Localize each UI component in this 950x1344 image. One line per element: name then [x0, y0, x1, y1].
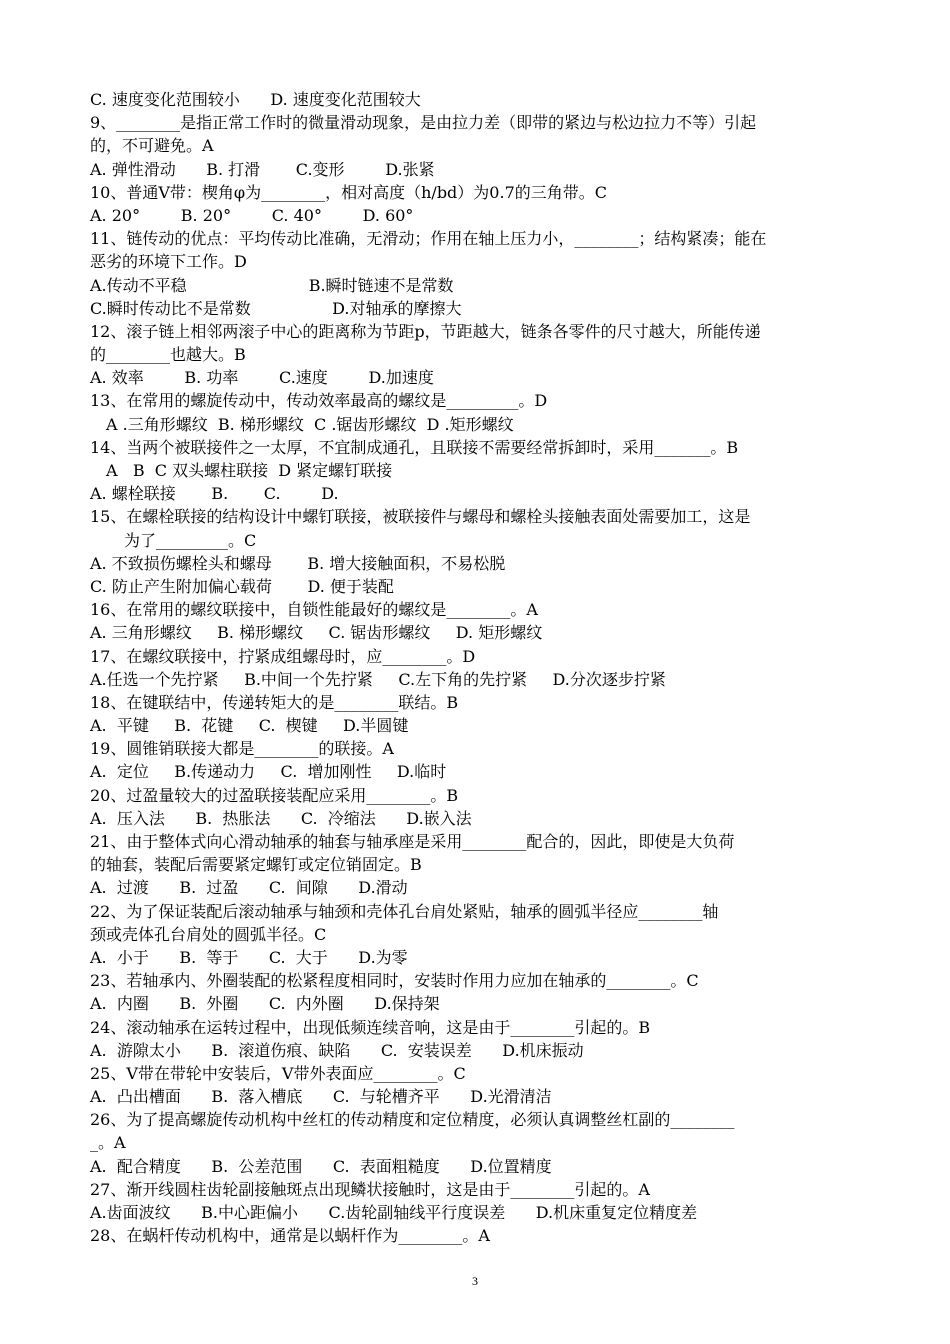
text-line: 13、在常用的螺旋传动中，传动效率最高的螺纹是_________。D — [90, 391, 548, 411]
text-line: A. 弹性滑动 B. 打滑 C.变形 D.张紧 — [90, 159, 435, 179]
text-line: C.瞬时传动比不是常数 D.对轴承的摩擦大 — [90, 298, 462, 318]
text-line: 9、________是指正常工作时的微量滑动现象，是由拉力差（即带的紧边与松边拉力不等）引起 — [90, 113, 757, 133]
text-line: 的，不可避免。A — [90, 136, 214, 156]
text-line: A. 过渡 B. 过盈 C. 间隙 D.滑动 — [90, 878, 408, 898]
text-line: 26、为了提高螺旋传动机构中丝杠的传动精度和定位精度，必须认真调整丝杠副的________ — [90, 1110, 735, 1130]
text-line: A.传动不平稳 B.瞬时链速不是常数 — [90, 275, 454, 295]
text-line: A. 不致损伤螺栓头和螺母 B. 增大接触面积，不易松脱 — [90, 553, 506, 573]
text-line: 27、渐开线圆柱齿轮副接触斑点出现鳞状接触时，这是由于________引起的。A — [90, 1179, 650, 1199]
text-line: A .三角形螺纹 B. 梯形螺纹 C .锯齿形螺纹 D .矩形螺纹 — [106, 414, 514, 434]
text-line: A. 效率 B. 功率 C.速度 D.加速度 — [90, 368, 434, 388]
text-line: 21、由于整体式向心滑动轴承的轴套与轴承座是采用________配合的，因此，即使是大负荷 — [90, 832, 735, 851]
text-line: 28、在蜗杆传动机构中，通常是以蜗杆作为________。A — [90, 1226, 490, 1246]
text-line: A. 压入法 B. 热胀法 C. 冷缩法 D.嵌入法 — [90, 808, 472, 828]
text-line: A.齿面波纹 B.中心距偏小 C.齿轮副轴线平行度误差 D.机床重复定位精度差 — [90, 1203, 698, 1222]
text-line: 恶劣的环境下工作。D — [90, 252, 247, 272]
text-line: 19、圆锥销联接大都是________的联接。A — [90, 739, 394, 759]
text-line: A. 三角形螺纹 B. 梯形螺纹 C. 锯齿形螺纹 D. 矩形螺纹 — [90, 623, 543, 643]
text-line: 14、当两个被联接件之一太厚，不宜制成通孔，且联接不需要经常拆卸时，采用_______。B — [90, 437, 739, 457]
text-line: A. 平键 B. 花键 C. 楔键 D.半圆键 — [90, 716, 409, 736]
text-line: 的________也越大。B — [90, 345, 246, 365]
text-line: 为了_________。C — [124, 530, 257, 550]
text-line: C. 防止产生附加偏心载荷 D. 便于装配 — [90, 576, 394, 596]
text-line: A. 20° B. 20° C. 40° D. 60° — [90, 205, 414, 225]
text-line: 20、过盈量较大的过盈联接装配应采用________。B — [90, 785, 459, 805]
text-line: 23、若轴承内、外圈装配的松紧程度相同时，安装时作用力应加在轴承的________。C — [90, 971, 699, 991]
text-line: A. 定位 B.传递动力 C. 增加刚性 D.临时 — [90, 762, 447, 782]
text-line: A.任选一个先拧紧 B.中间一个先拧紧 C.左下角的先拧紧 D.分次逐步拧紧 — [90, 669, 666, 689]
text-line: _。A — [90, 1133, 126, 1153]
text-line: 10、普通V带：楔角φ为________，相对高度（h/bd）为0.7的三角带。C — [90, 182, 607, 202]
text-line: A. 配合精度 B. 公差范围 C. 表面粗糙度 D.位置精度 — [90, 1156, 552, 1176]
document-body — [90, 88, 865, 1247]
text-line: 16、在常用的螺纹联接中，自锁性能最好的螺纹是________。A — [90, 600, 538, 620]
text-line: 17、在螺纹联接中，拧紧成组螺母时，应________。D — [90, 646, 476, 666]
text-line: A. 螺栓联接 B. C. D. — [90, 484, 339, 504]
page-number: 3 — [472, 1274, 478, 1288]
text-line: A. 游隙太小 B. 滚道伤痕、缺陷 C. 安装误差 D.机床振动 — [90, 1040, 584, 1060]
text-line: A. 内圈 B. 外圈 C. 内外圈 D.保持架 — [90, 994, 440, 1014]
text-line: 颈或壳体孔台肩处的圆弧半径。C — [90, 924, 327, 944]
text-line: 25、V带在带轮中安装后，V带外表面应________。C — [90, 1063, 466, 1083]
text-line: 的轴套，装配后需要紧定螺钉或定位销固定。B — [90, 855, 422, 875]
text-line: 12、滚子链上相邻两滚子中心的距离称为节距p，节距越大，链条各零件的尺寸越大，所能传递 — [90, 321, 761, 341]
text-line: 15、在螺栓联接的结构设计中螺钉联接，被联接件与螺母和螺栓头接触表面处需要加工，这是 — [90, 507, 751, 527]
text-line: 18、在键联结中，传递转矩大的是________联结。B — [90, 692, 459, 712]
text-line: C. 速度变化范围较小 D. 速度变化范围较大 — [90, 90, 421, 109]
text-line: A. 小于 B. 等于 C. 大于 D.为零 — [90, 947, 408, 967]
text-line: 11、链传动的优点：平均传动比准确，无滑动；作用在轴上压力小，________；结构紧凑；能在 — [90, 229, 767, 249]
text-line: 24、滚动轴承在运转过程中，出现低频连续音响，这是由于________引起的。B — [90, 1017, 651, 1037]
text-line: A B C 双头螺柱联接 D 紧定螺钉联接 — [106, 461, 393, 480]
text-line: A. 凸出槽面 B. 落入槽底 C. 与轮槽齐平 D.光滑清洁 — [90, 1087, 552, 1107]
text-line: 22、为了保证装配后滚动轴承与轴颈和壳体孔台肩处紧贴，轴承的圆弧半径应________轴 — [90, 901, 719, 921]
